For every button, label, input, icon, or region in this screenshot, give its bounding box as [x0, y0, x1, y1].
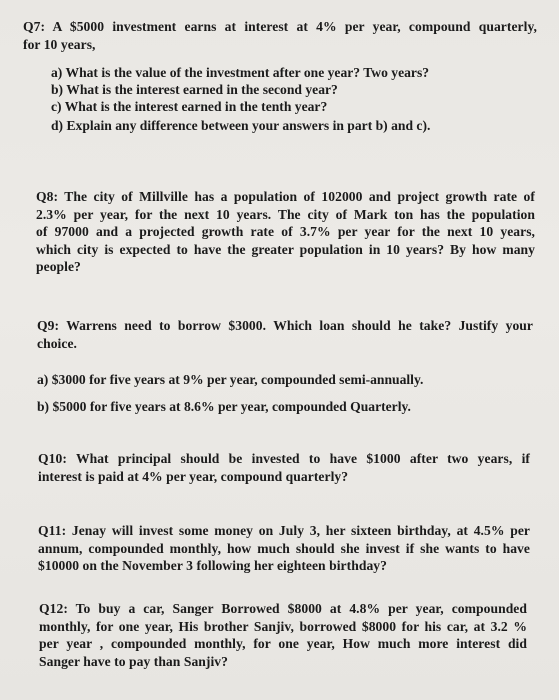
q7-part-c: c) What is the interest earned in the tenth year?	[51, 99, 328, 114]
q7-part-d: d) Explain any difference between your answers in part b) and c).	[51, 118, 431, 133]
q9-option-b: b) $5000 for five years at 8.6% per year, compounded Quarterly.	[37, 399, 411, 414]
q7-part-a: a) What is the value of the investment after one year? Two years?	[51, 65, 430, 80]
q11-line-1: Q11: Jenay will invest some money on July 3, her sixteen birthday, at 4.5% per	[38, 523, 530, 538]
question-q12	[39, 600, 527, 670]
q10-line-2: interest is paid at 4% per year, compound quarterly?	[38, 468, 349, 484]
q9-line-2: choice.	[37, 335, 77, 351]
question-q8	[36, 188, 535, 276]
q9-line-1: Q9: Warrens need to borrow $3000. Which loan should he take? Justify your	[37, 318, 533, 333]
question-q9	[37, 317, 533, 352]
q8-line-4: which city is expected to have the greater population in 10 years? By how many	[36, 241, 535, 257]
q9-option-a: a) $3000 for five years at 9% per year, compounded semi-annually.	[37, 372, 424, 387]
q11-line-3: $10000 on the November 3 following her eighteen birthday?	[38, 558, 387, 574]
q8-line-3: of 97000 and a projected growth rate of 3.7% per year for the next 10 years,	[36, 224, 535, 240]
q8-line-2: 2.3% per year, for the next 10 years. The city of Mark ton has the population	[36, 206, 535, 222]
q12-line-1: Q12: To buy a car, Sanger Borrowed $8000 at 4.8% per year, compounded	[39, 601, 527, 616]
q7-part-b: b) What is the interest earned in the second year?	[51, 82, 338, 97]
q12-line-3: per year , compounded monthly, for one year, How much more interest did	[39, 636, 527, 652]
question-q11	[38, 522, 530, 575]
q8-line-5: people?	[36, 259, 81, 275]
q12-line-2: monthly, for one year, His brother Sanjiv, borrowed $8000 for his car, at 3.2 %	[39, 618, 527, 634]
question-q7	[23, 18, 537, 53]
q10-line-1: Q10: What principal should be invested to have $1000 after two years, if	[38, 451, 530, 466]
q12-line-4: Sanger have to pay than Sanjiv?	[39, 653, 229, 669]
q7-line-2: for 10 years,	[23, 36, 96, 52]
q8-line-1: Q8: The city of Millville has a population of 102000 and project growth rate of	[36, 189, 535, 204]
q7-line-1: Q7: A $5000 investment earns at interest at 4% per year, compound quarterly,	[23, 19, 537, 34]
question-q10	[38, 450, 530, 485]
q11-line-2: annum, compounded monthly, how much should she invest if she wants to have	[38, 540, 530, 556]
